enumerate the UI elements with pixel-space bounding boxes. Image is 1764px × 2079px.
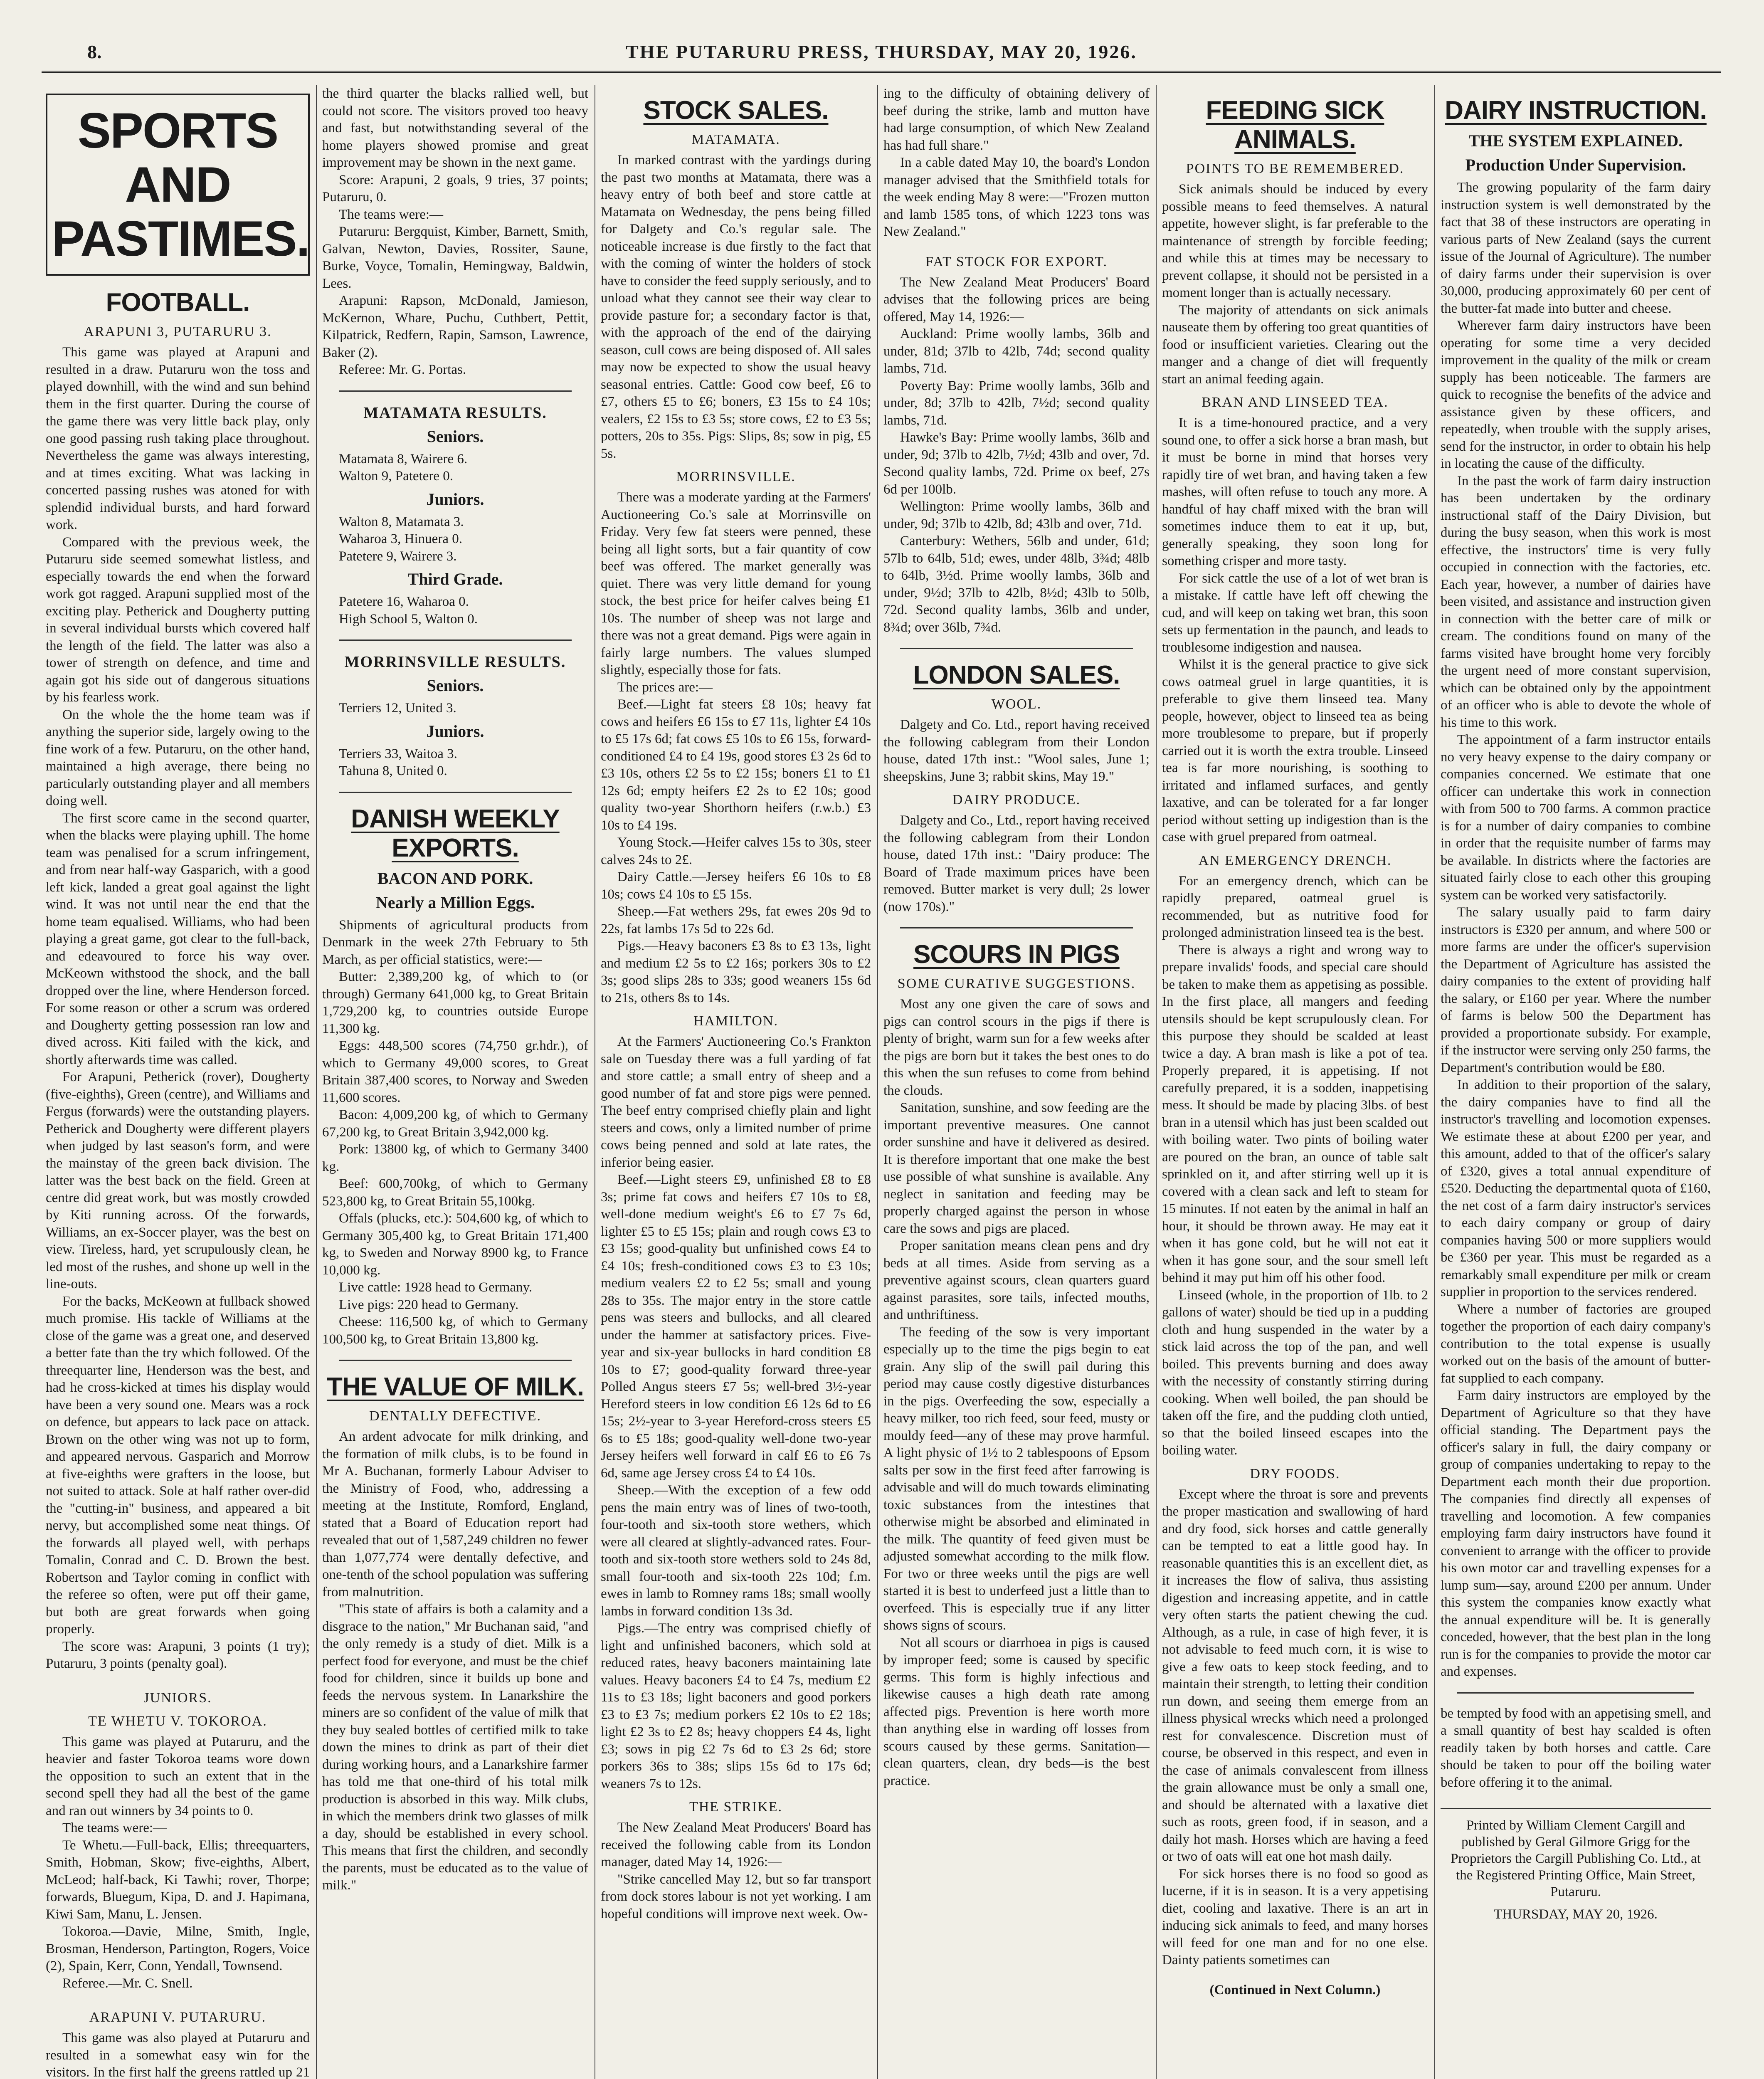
- article-paragraph: In a cable dated May 10, the board's London manager advised that the Smithfield totals for the week ending May 8 were:—"Frozen mutton and lamb 1585 tons, of which 1223 tons was New Zealand.": [883, 155, 1150, 239]
- result-line: Walton 8, Matamata 3.: [339, 514, 464, 529]
- result-line: Waharoa 3, Hinuera 0.: [339, 531, 462, 546]
- danish-subheading-2: Nearly a Million Eggs.: [375, 893, 535, 912]
- article-paragraph: At the Farmers' Auctioneering Co.'s Frankton sale on Tuesday there was a full yarding of fat and store cattle; a small entry of sheep and a good number of fat and store pigs were penned. The beef entry comprised chiefly plain and light steers and cows, only a limited number of prime cows being penned and sold at late rates, the inferior being easier.: [601, 1034, 871, 1170]
- column-2: [322, 85, 588, 2079]
- printer-imprint: [1441, 1808, 1711, 1923]
- article-paragraph: Sick animals should be induced by every possible means to feed themselves. A natural appetite, however slight, is far preferable to the maintenance of strength by forcible feeding; and while this at times may be necessary to prevent collapse, it should not be persisted in a moment longer than is actually necessary.: [1162, 182, 1428, 300]
- match-heading: ARAPUNI 3, PUTARURU 3.: [84, 324, 272, 339]
- result-line: Walton 9, Patetere 0.: [339, 469, 454, 484]
- article-paragraph: ing to the difficulty of obtaining delivery of beef during the strike, lamb and mutton have had large consumption, of which New Zealand has had full share.": [883, 86, 1150, 153]
- article-paragraph: Dairy Cattle.—Jersey heifers £6 10s to £8 10s; cows £4 10s to £5 15s.: [601, 869, 871, 902]
- column-rule: [1156, 85, 1157, 2079]
- article-paragraph: The prices are:—: [617, 679, 713, 695]
- dry-foods-subheading: DRY FOODS.: [1250, 1466, 1340, 1481]
- imprint-date: THURSDAY, MAY 20, 1926.: [1494, 1907, 1658, 1922]
- wool-subheading: WOOL.: [991, 696, 1042, 712]
- article-paragraph: In marked contrast with the yardings during the past two months at Matamata, there was a heavy entry of both beef and store cattle at Matamata on Wednesday, the pens being filled for Dalgety and Co.'s regular sale. The noticeable increase is due firstly to the fact that with the coming of winter the holders of stock have to consider the feed supply seriously, and to unload what they cannot see their way clear to provide pasture for; a secondary factor is that, with the approach of the end of the dairying season, cull cows are being disposed of. All sales may now be expected to show the usual heavy seasonal entries. Cattle: Good cow beef, £6 to £7, others £5 to £6; boners, £3 15s to £4 10s; vealers, £2 15s to £3 5s; store cows, £2 to £3 5s; potters, 20s to 35s. Pigs: Slips, 8s; sow in pig, £5 5s.: [601, 153, 871, 461]
- column-1: [46, 85, 310, 2079]
- result-line: High School 5, Walton 0.: [339, 611, 478, 627]
- milk-heading: THE VALUE OF MILK.: [326, 1373, 584, 1401]
- column-4: [883, 85, 1150, 2079]
- article-paragraph: Putaruru: Bergquist, Kimber, Barnett, Smith, Galvan, Newton, Davies, Rossiter, Saune, Burke, Voyce, Tomalin, Hemingway, Baldwin, Lees.: [322, 224, 588, 291]
- article-paragraph: Arapuni: Rapson, McDonald, Jamieson, McKernon, Whare, Puchu, Cuthbert, Pettit, Kilpatrick, Redfern, Rapin, Samson, Lawrence, Baker (2).: [322, 293, 588, 360]
- sale-subheading: HAMILTON.: [693, 1013, 779, 1029]
- feeding-subheading: POINTS TO BE REMEMBERED.: [1186, 161, 1404, 176]
- article-paragraph: Where a number of factories are grouped together the proportion of each dairy company's contribution to the total expense is usually worked out on the basis of the amount of butter-fat supplied to each company.: [1441, 1301, 1711, 1386]
- scours-subheading: SOME CURATIVE SUGGESTIONS.: [897, 976, 1136, 991]
- article-paragraph: The teams were:—: [62, 1820, 167, 1835]
- separator: [339, 792, 572, 793]
- result-line: Patetere 9, Wairere 3.: [339, 548, 457, 564]
- article-paragraph: The salary usually paid to farm dairy instructors is £320 per annum, and where 500 or more farms are under the officer's supervision the Department of Agriculture has assisted the dairy companies to the extent of providing half the salary, or £160 per year. Where the number of farms is below 500 the Department has provided a proportionate subsidy. For example, if the instructor were serving only 250 farms, the Department's contribution would be £80.: [1441, 905, 1711, 1075]
- separator: [900, 648, 1133, 649]
- imprint-text: Printed by William Clement Cargill and published by Geral Gilmore Grigg for the Proprietors the Cargill Publishing Co. Ltd., at the Registered Printing Office, Main Street, Putaruru.: [1451, 1818, 1701, 1899]
- article-paragraph: For sick cattle the use of a lot of wet bran is a mistake. If cattle have left off chewing the cud, and will keep on taking wet bran, this soon sets up fermentation in the paunch, and leads to troublesome indigestion and nausea.: [1162, 570, 1428, 655]
- article-paragraph: "This state of affairs is both a calamity and a disgrace to the nation," Mr Buchanan said, "and the only remedy is a study of diet. Milk is a perfect food for everyone, and must be the chief food for children, since it builds up bone and feeds the nervous system. In Lanarkshire the miners are so confident of the value of milk that they buy sealed bottles of certified milk to take down the mines to drink as part of their diet during working hours, and a Lanarkshire farmer has told me that one-third of his total milk production is absorbed in this way. Milk clubs, in which the members drink two glasses of milk a day, should be established in every school. This means that first the children, and secondly the parents, must be educated as to the value of milk.": [322, 1602, 588, 1893]
- article-paragraph: Canterbury: Wethers, 56lb and under, 61d; 57lb to 64lb, 51d; ewes, under 48lb, 3¾d; 48lb to 64lb, 3½d. Prime woolly lambs, 36lb and under, 9½d; 37lb to 42lb, 8½d; 43lb to 50lb, 72d. Second quality lambs, 36lb and under, 8¾d; over 36lb, 7¾d.: [883, 533, 1150, 635]
- article-paragraph: The growing popularity of the farm dairy instruction system is well demonstrated by the fact that 38 of these instructors are operating in various parts of New Zealand (says the current issue of the Journal of Agriculture). The number of dairy farms under their supervision is over 30,000, producing approximately 60 per cent of the butter-fat made into butter and cheese.: [1441, 180, 1711, 316]
- article-paragraph: Poverty Bay: Prime woolly lambs, 36lb and under, 8d; 37lb to 42lb, 7½d; second quality lambs, 71d.: [883, 378, 1150, 428]
- article-paragraph: Live cattle: 1928 head to Germany.: [339, 1280, 533, 1295]
- article-paragraph: Cheese: 116,500 kg, of which to Germany 100,500 kg, to Great Britain 13,800 kg.: [322, 1314, 588, 1347]
- article-paragraph: The score was: Arapuni, 3 points (1 try); Putaruru, 3 points (penalty goal).: [46, 1639, 310, 1671]
- article-paragraph: Butter: 2,389,200 kg, of which to (or through) Germany 641,000 kg, to Great Britain 1,729,200 kg, to countries outside Europe 11,300 kg.: [322, 969, 588, 1036]
- result-line: Terriers 33, Waitoa 3.: [339, 746, 457, 761]
- article-paragraph: Compared with the previous week, the Putaruru side seemed somewhat listless, and especially towards the end when the forward work got ragged. Arapuni supplied most of the exciting play. Petherick and Dougherty putting in several individual bursts which covered half the length of the field. The latter was also a tower of strength on defence, and time and again got his side out of dangerous situations by his fearless work.: [46, 534, 310, 705]
- article-paragraph: Eggs: 448,500 scores (74,750 gr.hdr.), of which to Germany 49,000 scores, to Great Britain 387,400 scores, to Norway and Sweden 11,600 scores.: [322, 1038, 588, 1105]
- article-paragraph: "Strike cancelled May 12, but so far transport from dock stores labour is not yet working. I am hopeful conditions will improve next week. Ow-: [601, 1872, 871, 1921]
- article-paragraph: Shipments of agricultural products from Denmark in the week 27th February to 5th March, as per official statistics, were:—: [322, 917, 588, 967]
- article-paragraph: Dalgety and Co., Ltd., report having received the following cablegram from their London house, dated 17th inst.: "Dairy produce: The Board of Trade maximum prices have been removed. Butter market is very dull; 2s lower (now 170s).": [883, 813, 1150, 914]
- article-paragraph: Wellington: Prime woolly lambs, 36lb and under, 9d; 37lb to 42lb, 8d; 43lb and over, 71d.: [883, 499, 1150, 531]
- article-paragraph: Sanitation, sunshine, and sow feeding are the important preventive measures. One cannot order sunshine and have it delivered as desired. It is therefore important that one make the best use possible of what sunshine is available. Any neglect in sanitation and feeding may be properly charged against the person in whose care the sows and pigs are placed.: [883, 1100, 1150, 1236]
- article-paragraph: Beef.—Light steers £9, unfinished £8 to £8 3s; prime fat cows and heifers £7 10s to £8, well-done medium weight's £6 to £7 7s 6d, lighter £5 to £5 15s; plain and rough cows £3 to £3 15s; good-quality but unfinished cows £4 to £4 10s; fresh-conditioned cows £3 to £3 10s; medium vealers £2 to £2 5s; small and young 28s to 35s. The major entry in the store cattle pens was steers and bullocks, and all cleared under the hammer at satisfactory prices. Five-year and six-year bullocks in hard condition £8 10s to £7; good-quality forward three-year Polled Angus steers £7 5s; well-bred 3½-year Hereford steers in low condition £6 12s 6d to £6 15s; 2½-year to 3-year Hereford-cross steers £5 6s to £5 18s; good-quality well-done two-year Jersey heifers well forward in calf £6 to £6 7s 6d, same age Jersey cross £4 to £4 10s.: [601, 1172, 871, 1481]
- article-paragraph: Wherever farm dairy instructors have been operating for some time a very decided improvement in the quality of the milk or cream supply has been noticeable. The farmers are quick to recognise the benefits of the advice and assistance given by these officers, and repeatedly, when trouble with the supply arises, send for the instructor, in order to obtain his help in locating the cause of the difficulty.: [1441, 318, 1711, 471]
- scours-heading: SCOURS IN PIGS: [913, 940, 1120, 969]
- article-paragraph: be tempted by food with an appetising smell, and a small quantity of best hay scalded is often readily taken by both horses and cattle. Care should be taken to pour off the boiling water before offering it to the animal.: [1441, 1706, 1711, 1790]
- sale-subheading: THE STRIKE.: [689, 1799, 783, 1815]
- result-line: Tahuna 8, United 0.: [339, 763, 447, 778]
- article-paragraph: the third quarter the blacks rallied well, but could not score. The visitors proved too heavy and fast, but notwithstanding several of the home players showed promise and great improvement may be shown in the next game.: [322, 86, 588, 170]
- column-rule: [316, 85, 317, 2079]
- column-rule: [877, 85, 878, 2079]
- article-paragraph: Not all scours or diarrhoea in pigs is caused by improper feed; some is caused by specific germs. This form is highly infectious and likewise causes a high death rate among affected pigs. Prevention is here worth more than anything else in warding off losses from scours caused by these germs. Sanitation—clean quarters, clean, dry beds—is the best practice.: [883, 1635, 1150, 1788]
- column-rule: [1434, 85, 1435, 2079]
- results-heading: MORRINSVILLE RESULTS.: [344, 653, 566, 671]
- match-heading: ARAPUNI V. PUTARURU.: [89, 2010, 266, 2025]
- column-6: [1441, 85, 1711, 2079]
- article-paragraph: The teams were:—: [339, 207, 444, 222]
- article-paragraph: Hawke's Bay: Prime woolly lambs, 36lb and under, 9d; 37lb to 42lb, 7½d; 43lb and over, 7d. Second quality lambs, 72d. Prime ox beef, 27s 6d per 100lb.: [883, 430, 1150, 497]
- article-paragraph: The New Zealand Meat Producers' Board has received the following cable from its London manager, dated May 14, 1926:—: [601, 1820, 871, 1869]
- article-paragraph: There was a moderate yarding at the Farmers' Auctioneering Co.'s sale at Morrinsville on Friday. Very few fat steers were penned, these being all light sorts, but a fair quantity of cow beef was offered. The market generally was quiet. There was very little demand for young stock, the best price for heifer calves being £1 10s. The number of sheep was not large and there was not a great demand. Pigs were again in fairly large numbers. The values slumped slightly, especially those for fats.: [601, 490, 871, 677]
- article-paragraph: Pigs.—The entry was comprised chiefly of light and unfinished baconers, which sold at reduced rates, heavy baconers maintaining late values. Heavy baconers £4 to £4 7s, medium £2 11s to £3 18s; light baconers and good porkers £3 to £3 7s; medium porkers £2 10s to £2 18s; light £2 3s to £2 8s; heavy choppers £4 4s, light £3; sows in pig £2 7s 6d to £3 2s 6d; store porkers 36s to 38s; slips 15s 6d to 17s 6d; weaners 7s to 12s.: [601, 1621, 871, 1791]
- sale-subheading: MORRINSVILLE.: [676, 469, 796, 484]
- dairy-subheading-2: Production Under Supervision.: [1465, 156, 1686, 174]
- article-paragraph: Live pigs: 220 head to Germany.: [339, 1297, 519, 1312]
- column-3: [601, 85, 871, 2079]
- article-paragraph: For Arapuni, Petherick (rover), Dougherty (five-eighths), Green (centre), and Williams and Fergus (forwards) were the outstanding players. Petherick and Dougherty were different players when judged by last season's form, and were the mainstay of the green back division. The latter was the best back on the field. Green at centre did great work, but was mostly crowded by Kiti running across. Of the forwards, Williams, an ex-Soccer player, was the best on view. Tireless, hard, yet scrupulously clean, he led most of the rushes, and shone up well in the line-outs.: [46, 1069, 310, 1291]
- article-paragraph: Auckland: Prime woolly lambs, 36lb and under, 81d; 37lb to 42lb, 74d; second quality lambs, 71d.: [883, 326, 1150, 376]
- article-paragraph: This game was played at Arapuni and resulted in a draw. Putaruru won the toss and played downhill, with the wind and sun behind them in the first quarter. During the course of the game there was very little back play, only one good passing rush taking place throughout. Nevertheless the game was always interesting, and at times exciting. What was lacking in concerted passing rushes was atoned for with splendid individual bursts, and hard forward work.: [46, 345, 310, 532]
- article-paragraph: Most any one given the care of sows and pigs can control scours in the pigs if there is plenty of bright, warm sun for a few weeks after the pigs are born but it takes the best ones to do this when the sun refuses to come from behind the clouds.: [883, 997, 1150, 1098]
- article-paragraph: For sick horses there is no food so good as lucerne, if it is in season. It is a very appetising diet, cooling and laxative. There is an art in inducing sick animals to feed, and many horses will feed for one man and for no one else. Dainty patients sometimes can: [1162, 1866, 1428, 1968]
- separator: [900, 927, 1133, 928]
- article-paragraph: Pigs.—Heavy baconers £3 8s to £3 13s, light and medium £2 5s to £2 16s; porkers 30s to £2 3s; good slips 28s to 33s; good weaners 15s 6d to 21s, others 8s to 14s.: [601, 938, 871, 1005]
- bran-subheading: BRAN AND LINSEED TEA.: [1201, 395, 1389, 410]
- dairy-subheading: DAIRY PRODUCE.: [952, 792, 1081, 807]
- dairy-subheading: THE SYSTEM EXPLAINED.: [1468, 131, 1683, 150]
- article-paragraph: Bacon: 4,009,200 kg, of which to Germany 67,200 kg, to Great Britain 3,942,000 kg.: [322, 1107, 588, 1140]
- continued-note: (Continued in Next Column.): [1209, 1982, 1381, 1998]
- stock-sales-heading: STOCK SALES.: [643, 96, 829, 125]
- dairy-instruction-heading: DAIRY INSTRUCTION.: [1445, 96, 1707, 125]
- sale-subheading: MATAMATA.: [691, 132, 780, 147]
- article-paragraph: Young Stock.—Heifer calves 15s to 30s, steer calves 24s to 2£.: [601, 835, 871, 867]
- article-paragraph: Sheep.—With the exception of a few odd pens the main entry was of lines of two-tooth, four-tooth and six-tooth store wethers, which were all cleared at slightly-advanced rates. Four-tooth and six-tooth store wethers sold to 24s 8d, small four-tooth and six-tooth 22s 10d; f.m. ewes in lamb to Romney rams 18s; small woolly lambs in forward condition 13s 3d.: [601, 1483, 871, 1619]
- london-sales-heading: LONDON SALES.: [913, 661, 1120, 689]
- article-paragraph: Referee.—Mr. C. Snell.: [62, 1975, 193, 1991]
- article-paragraph: In addition to their proportion of the salary, the dairy companies have to find all the instructor's travelling and locomotion expenses. We estimate these at about £200 per year, and this amount, added to that of the officer's salary of £320, gives a total annual expenditure of £520. Deducting the departmental quota of £160, the net cost of a farm dairy instructor's services to each dairy company or group of dairy companies having 500 or more suppliers would be £360 per year. This must be regarded as a remarkably small expenditure per milk or cream supplier in proportion to the services rendered.: [1441, 1077, 1711, 1299]
- separator: [339, 390, 572, 392]
- fat-stock-heading: FAT STOCK FOR EXPORT.: [925, 254, 1108, 269]
- grade-label: Seniors.: [427, 676, 484, 695]
- grade-label: Seniors.: [427, 427, 484, 446]
- result-line: Terriers 12, United 3.: [339, 701, 456, 716]
- article-paragraph: Tokoroa.—Davie, Milne, Smith, Ingle, Brosman, Henderson, Partington, Rogers, Voice (2), Spain, Kerr, Conn, Yendall, Townsend.: [46, 1924, 310, 1973]
- article-paragraph: On the whole the the home team was if anything the superior side, largely owing to the fine work of a few. Putaruru, on the other hand, maintained a high average, there being no particularly outstanding player and all members doing well.: [46, 707, 310, 808]
- article-paragraph: Score: Arapuni, 2 goals, 9 tries, 37 points; Putaruru, 0.: [322, 172, 588, 205]
- article-paragraph: In the past the work of farm dairy instruction has been undertaken by the ordinary instructional staff of the Dairy Division, but during the busy season, when this work is most effective, the instructors' time is very fully occupied in connection with the factories, etc. Each year, however, a number of dairies have been visited, and assistance and instruction given in connection with the better care of milk or cream. The conditions found on many of the farms visited have brought home very forcibly the urgent need of more constant supervision, which can be obtained only by the appointment of an officer who is able to devote the whole of his time to this work.: [1441, 473, 1711, 730]
- column-5: [1162, 85, 1428, 2079]
- masthead-title: THE PUTARURU PRESS, THURSDAY, MAY 20, 1926.: [626, 41, 1137, 62]
- article-paragraph: Except where the throat is sore and prevents the proper mastication and swallowing of hard and dry food, sick horses and cattle generally can be tempted to eat a little good hay. In reasonable quantities this is an excellent diet, as it increases the flow of saliva, thus assisting digestion and increasing appetite, and in cattle very often starts the patient chewing the cud. Although, as a rule, in case of high fever, it is not advisable to feed much corn, it is wise to give a few oats to keep stock feeding, and to maintain their strength, to letting their condition run down, and seeing them emerge from an illness physical wrecks which need a prolonged rest for convalescence. Discretion must of course, be observed in this respect, and even in the case of animals convalescent from illness the grain allowance must be only a small one, and should be alternated with a laxative diet such as roots, green food, if in season, and a daily hot mash. Horses which are having a feed or two of oats will eat one hot mash daily.: [1162, 1486, 1428, 1864]
- article-paragraph: This game was also played at Putaruru and resulted in a somewhat easy win for the visitors. In the first half the greens rattled up 21: [46, 2030, 310, 2079]
- masthead-rule: [42, 71, 1721, 73]
- article-paragraph: Referee: Mr. G. Portas.: [339, 362, 466, 377]
- article-paragraph: Beef: 600,700kg, of which to Germany 523,800 kg, to Great Britain 55,100kg.: [322, 1176, 588, 1209]
- danish-heading: DANISH WEEKLY EXPORTS.: [351, 804, 560, 862]
- masthead: [42, 37, 1721, 67]
- article-paragraph: The appointment of a farm instructor entails no very heavy expense to the dairy company or companies concerned. We estimate that one officer can undertake this work in connection with from 500 to 700 farms. A common practice is for a number of dairy companies to combine in order that the requisite number of farms may be available. In districts where the factories are situated fairly close to each other this grouping system can be worked very satisfactorily.: [1441, 732, 1711, 903]
- separator: [339, 1360, 572, 1361]
- article-paragraph: An ardent advocate for milk drinking, and the formation of milk clubs, is to be found in Mr A. Buchanan, formerly Labour Adviser to the Ministry of Food, who, addressing a meeting at the Institute, Romford, England, stated that a Board of Education report had revealed that out of 1,587,249 children no fewer than 1,077,774 were dentally defective, and one-tenth of the school population was suffering from malnutrition.: [322, 1429, 588, 1600]
- article-paragraph: The New Zealand Meat Producers' Board advises that the following prices are being offered, May 14, 1926:—: [883, 274, 1150, 324]
- article-paragraph: Whilst it is the general practice to give sick cows oatmeal gruel in large quantities, it is preferable to give them linseed tea. Many people, however, object to linseed tea as being more troublesome to prepare, but if properly carried out it is worth the extra trouble. Linseed tea is far more nourishing, is soothing to irritated and inflamed surfaces, and gently laxative, and can be tolerated for a far longer period without setting up indigestion than is the case with gruel prepared from oatmeal.: [1162, 657, 1428, 844]
- feeding-heading: FEEDING SICK ANIMALS.: [1206, 96, 1384, 154]
- article-paragraph: Linseed (whole, in the proportion of 1lb. to 2 gallons of water) should be tied up in a pudding cloth and hung suspended in the water by a stick laid across the top of the pan, and well boiled. This prevents burning and does away with the necessity of constantly stirring during cooking. When well boiled, the pan should be taken off the fire, and the pudding cloth untied, so that the boiled linseed escapes into the boiling water.: [1162, 1287, 1428, 1458]
- article-paragraph: It is a time-honoured practice, and a very sound one, to offer a sick horse a bran mash, but it must be borne in mind that horses very rapidly tire of wet bran, and having taken a few mashes, will often refuse to touch any more. A handful of hay chaff mixed with the bran will sometimes induce them to eat it up, but, generally speaking, they soon long for something crisper and more tasty.: [1162, 415, 1428, 568]
- result-line: Patetere 16, Waharoa 0.: [339, 594, 469, 609]
- article-paragraph: Sheep.—Fat wethers 29s, fat ewes 20s 9d to 22s, fat lambs 17s 5d to 22s 6d.: [601, 904, 871, 936]
- grade-label: Third Grade.: [407, 570, 503, 588]
- juniors-heading: JUNIORS.: [143, 1690, 212, 1706]
- article-paragraph: Beef.—Light fat steers £8 10s; heavy fat cows and heifers £6 15s to £7 11s, lighter £4 10s to £5 17s 6d; fat cows £5 10s to £6 15s, forward-conditioned £4 to £4 19s, good stores £3 2s 6d to £3 10s, others £2 5s to £2 15s; boners £1 to £1 12s 6d; empty heifers £2 2s to £2 10s; good quality two-year Shorthorn heifers (r.w.b.) £3 10s to £4 19s.: [601, 697, 871, 833]
- result-line: Matamata 8, Wairere 6.: [339, 451, 468, 467]
- article-paragraph: There is always a right and wrong way to prepare invalids' foods, and special care should be taken to make them as appetising as possible. In the first place, all mangers and feeding utensils should be kept scrupulously clean. For this purpose they should be scalded at least twice a day. A bran mash is like a pot of tea. Properly prepared, it is appetising. If not carefully prepared, it is a sodden, inappetising mess. It should be made by placing 3lbs. of best bran in a utensil which has just been scalded out with boiling water. Two pints of boiling water are poured on the bran, an ounce of table salt sprinkled on it, and after stirring well up it is covered with a clean sack and left to steam for 15 minutes. If not eaten by the animal in half an hour, it should be thrown away. He may eat it when it has gone cold, but he will not eat it when it has gone sour, and the sour smell left behind it may put him off his other food.: [1162, 942, 1428, 1285]
- page-number: 8.: [87, 41, 102, 62]
- article-paragraph: Dalgety and Co. Ltd., report having received the following cablegram from their London house, dated 17th inst.: "Wool sales, June 1; sheepskins, June 3; rabbit skins, May 19.": [883, 717, 1150, 784]
- article-paragraph: Te Whetu.—Full-back, Ellis; threequarters, Smith, Hobman, Skow; five-eighths, Albert, McLeod; half-back, Ki Tawhi; rover, Thorpe; forwards, Bluegum, Kipa, D. and J. Hapimana, Kiwi Sam, Manu, L. Jensen.: [46, 1837, 310, 1922]
- grade-label: Juniors.: [426, 489, 484, 509]
- article-paragraph: The majority of attendants on sick animals nauseate them by offering too great quantities of food or insufficient varieties. Clearing out the manger and a change of diet will frequently start an animal feeding again.: [1162, 302, 1428, 387]
- football-heading: FOOTBALL.: [106, 288, 250, 317]
- article-paragraph: Pork: 13800 kg, of which to Germany 3400 kg.: [322, 1142, 588, 1174]
- article-paragraph: This game was played at Putaruru, and the heavier and faster Tokoroa teams wore down the opposition to such an extent that in the second spell they had all the best of the game and ran out winners by 34 points to 0.: [46, 1734, 310, 1818]
- results-heading: MATAMATA RESULTS.: [363, 404, 547, 422]
- milk-subheading: DENTALLY DEFECTIVE.: [369, 1408, 541, 1424]
- article-paragraph: Proper sanitation means clean pens and dry beds at all times. Aside from serving as a preventive against scours, clean quarters guard against parasites, sore tails, infected mouths, and unthriftiness.: [883, 1238, 1150, 1322]
- match-heading: TE WHETU V. TOKOROA.: [88, 1713, 267, 1729]
- separator: [1457, 1692, 1694, 1694]
- article-paragraph: The first score came in the second quarter, when the blacks were playing uphill. The home team was penalised for a scrum infringement, and from near half-way Gasparich, with a good left kick, landed a great goal against the light wind. It was not until near the end that the home team equalised. Williams, who had been playing a great game, got clear to the full-back, and edeavoured to force his way over. McKeown withstood the shock, and the ball dropped over the line, where Henderson forced. For some reason or other a scrum was ordered and Dougherty getting possession ran low and dived across. Kiti failed with the kick, and shortly afterwards time was called.: [46, 810, 310, 1067]
- article-paragraph: Farm dairy instructors are employed by the Department of Agriculture so that they have official standing. The Department pays the officer's salary in full, the dairy company or group of companies undertaking to repay to the Department each month their due proportion. The companies find directly all expenses of travelling and locomotion. A few companies employing farm dairy instructors have found it convenient to arrange with the officer to provide his own motor car and travelling expenses for a lump sum—say, around £200 per annum. Under this system the companies know exactly what the annual expenditure will be. It is generally conceded, however, that the best plan in the long run is for the companies to provide the motor car and expenses.: [1441, 1388, 1711, 1679]
- grade-label: Juniors.: [426, 721, 484, 741]
- article-paragraph: For an emergency drench, which can be rapidly prepared, oatmeal gruel is recommended, but as nutritive food for prolonged administration linseed tea is the best.: [1162, 873, 1428, 940]
- article-paragraph: For the backs, McKeown at fullback showed much promise. His tackle of Williams at the close of the game was a great one, and deserved a better fate than the try which followed. Of the threequarter line, Henderson was the best, and had he cross-kicked at times his display would have been a very sound one. Mears was a rock on defence, but appears to lack pace on attack. Brown on the other wing was not up to form, and appeared nervous. Gasparich and Morrow at five-eighths were grafters in the loose, but not suited to attack. Sole at half rather over-did the "cutting-in" business, and appeared a bit nervy, but accomplished some neat things. Of the forwards all played well, with perhaps Tomalin, Conrad and C. D. Brown the best. Robertson and Taylor coming in conflict with the referee so often, were put off their game, but both are great forwards when going properly.: [46, 1294, 310, 1637]
- article-paragraph: The feeding of the sow is very important especially up to the time the pigs begin to eat grain. Any slip of the swill pail during this period may cause costly digestive disturbances in the pigs. Overfeeding the sow, especially a heavy milker, too rich feed, sour feed, musty or mouldy feed—any of these may prove harmful. A light physic of 1½ to 2 tablespoons of Epsom salts per sow in the first feed after farrowing is advisable and will do much towards eliminating toxic substances from the intestines that otherwise might be absorbed and eliminated in the milk. The quantity of feed given must be adjusted somewhat according to the milk flow. For two or three weeks until the pigs are well started it is best to underfeed just a little than to overfeed. This is especially true if any litter shows signs of scours.: [883, 1324, 1150, 1633]
- danish-subheading: BACON AND PORK.: [377, 869, 533, 888]
- drench-subheading: AN EMERGENCY DRENCH.: [1198, 852, 1392, 868]
- separator: [339, 640, 572, 641]
- article-paragraph: Offals (plucks, etc.): 504,600 kg, of which to Germany 305,400 kg, to Great Britain 171,400 kg, to Sweden and Norway 8900 kg, to France 10,000 kg.: [322, 1211, 588, 1278]
- section-heading-sports: SPORTS AND PASTIMES.: [46, 94, 310, 276]
